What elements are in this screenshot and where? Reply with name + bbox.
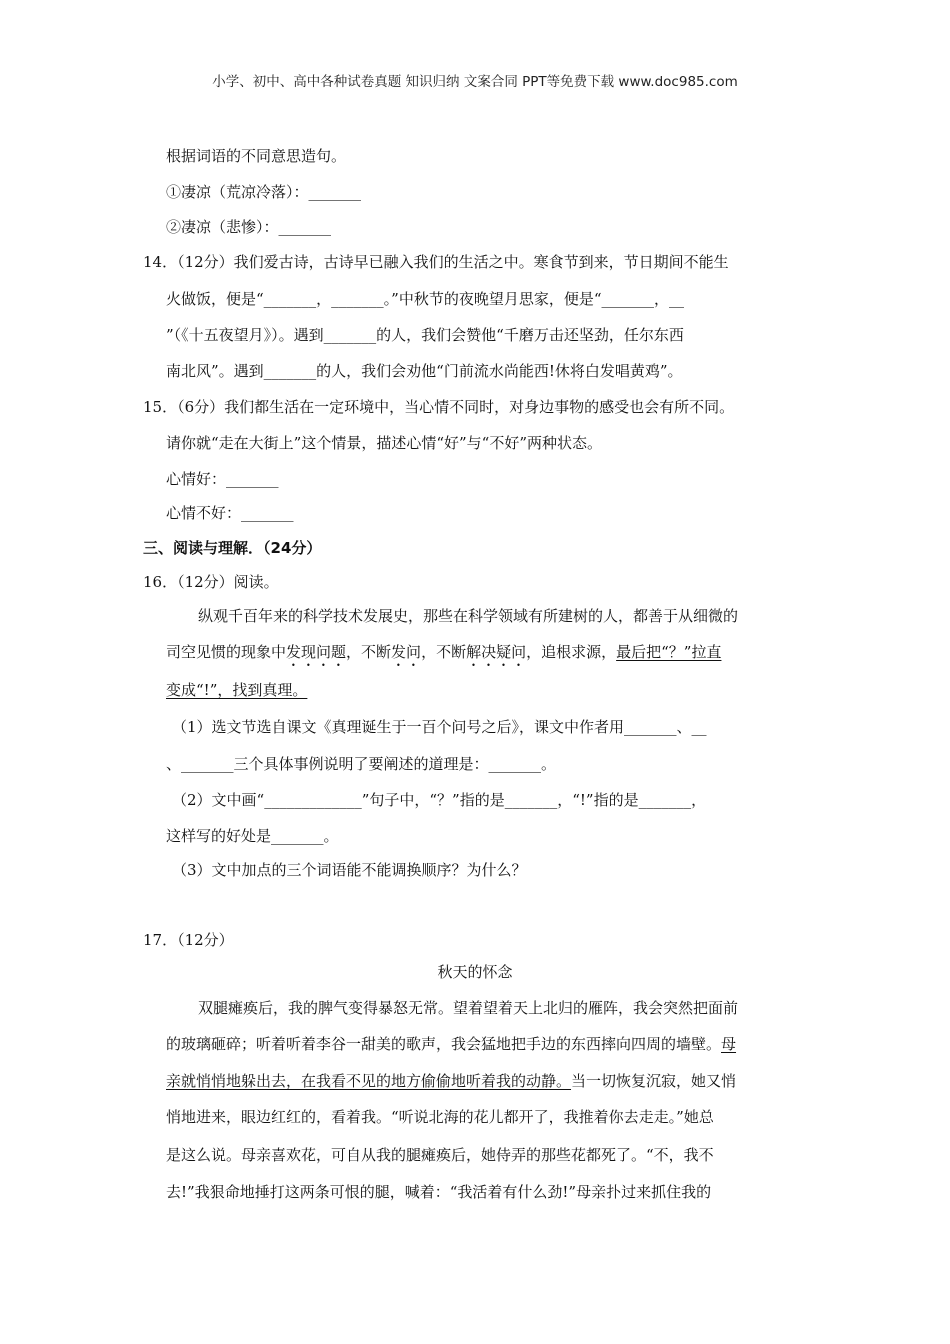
sentence-item-2: ②凄凉（悲惨）：_______ xyxy=(166,218,332,236)
passage-17-line-4: 悄地进来，眼边红红的，看着我。“听说北海的花儿都开了，我推着你去走走。”她总 xyxy=(166,1108,714,1126)
question-14-line-3: ”（《十五夜望月》）。遇到_______的人，我们会赞他“千磨万击还坚劲，任尔东西 xyxy=(166,326,684,344)
section-title: 三、阅读与理解．（24分） xyxy=(143,539,322,557)
sentence-item-1: ①凄凉（荒凉冷落）：_______ xyxy=(166,183,362,201)
passage-17-title: 秋天的怀念 xyxy=(437,963,513,981)
underlined-sentence-end: 变成“!”，找到真理。 xyxy=(166,681,308,699)
passage-17-line-3 xyxy=(166,1071,736,1091)
question-14-line-2: 火做饭，便是“_______，_______。”中秋节的夜晚望月思家，便是“_______，__ xyxy=(166,290,685,308)
text: ，不断 xyxy=(421,643,467,661)
dotted-word-2: 发问 xyxy=(391,643,422,661)
question-16: 16．（12分）阅读。 xyxy=(143,573,279,591)
passage-17-line-5: 是这么说。母亲喜欢花，可自从我的腿瘫痪后，她侍弄的那些花都死了。“不，我不 xyxy=(166,1146,714,1164)
question-17: 17．（12分） xyxy=(143,931,234,949)
underlined-sentence: 亲就悄悄地躲出去，在我看不见的地方偷偷地听着我的动静。 xyxy=(166,1072,572,1090)
question-14-line-4: 南北风”。遇到_______的人，我们会劝他“门前流水尚能西!休将白发唱黄鸡”。 xyxy=(166,362,683,380)
passage-17-line-1: 双腿瘫痪后，我的脾气变得暴怒无常。望着望着天上北归的雁阵，我会突然把面前 xyxy=(198,999,739,1017)
text: ，追根求源， xyxy=(526,643,617,661)
mood-bad: 心情不好：_______ xyxy=(166,504,294,522)
text: 司空见惯的现象中 xyxy=(166,643,287,661)
text: 的玻璃砸碎；听着听着李谷一甜美的歌声，我会猛地把手边的东西摔向四周的墙壁。 xyxy=(166,1035,722,1053)
question-15-line-2: 请你就“走在大街上”这个情景，描述心情“好”与“不好”两种状态。 xyxy=(166,434,603,452)
underlined-sentence: 最后把“？”拉直 xyxy=(616,643,722,661)
passage-17-line-2 xyxy=(166,1034,736,1054)
passage-17-line-6: 去!”我狠命地捶打这两条可恨的腿，喊着：“我活着有什么劲!”母亲扑过来抓住我的 xyxy=(166,1183,712,1201)
question-16-1-line-2: 、_______三个具体事例说明了要阐述的道理是：_______。 xyxy=(166,755,557,773)
question-16-3: （3）文中加点的三个词语能不能调换顺序？为什么？ xyxy=(172,861,527,879)
page-header: 小学、初中、高中各种试卷真题 知识归纳 文案合同 PPT等免费下载 www.doc985.com xyxy=(212,74,738,90)
passage-16-line-1: 纵观千百年来的科学技术发展史，那些在科学领域有所建树的人，都善于从细微的 xyxy=(198,607,739,625)
dotted-word-3: 解决疑问 xyxy=(466,643,527,661)
question-14: 14．（12分）我们爱古诗，古诗早已融入我们的生活之中。寒食节到来，节日期间不能生 xyxy=(143,253,729,271)
question-16-2: （2）文中画“_____________”句子中，“？”指的是_______，“!”指的是_______， xyxy=(172,791,707,809)
text: 当一切恢复沉寂，她又悄 xyxy=(571,1072,737,1090)
question-16-1: （1）选文节选自课文《真理诞生于一百个问号之后》，课文中作者用_______、__ xyxy=(172,718,707,736)
question-16-2-line-2: 这样写的好处是_______。 xyxy=(166,827,339,845)
text: ，不断 xyxy=(346,643,392,661)
question-15: 15．（6分）我们都生活在一定环境中，当心情不同时，对身边事物的感受也会有所不同。 xyxy=(143,398,735,416)
dotted-word-1: 发现问题 xyxy=(286,643,347,661)
passage-16-line-2 xyxy=(166,642,721,670)
instruction-line: 根据词语的不同意思造句。 xyxy=(166,147,347,165)
underlined-sentence: 母 xyxy=(721,1035,737,1053)
passage-16-line-3 xyxy=(166,680,307,700)
mood-good: 心情好：_______ xyxy=(166,470,279,488)
